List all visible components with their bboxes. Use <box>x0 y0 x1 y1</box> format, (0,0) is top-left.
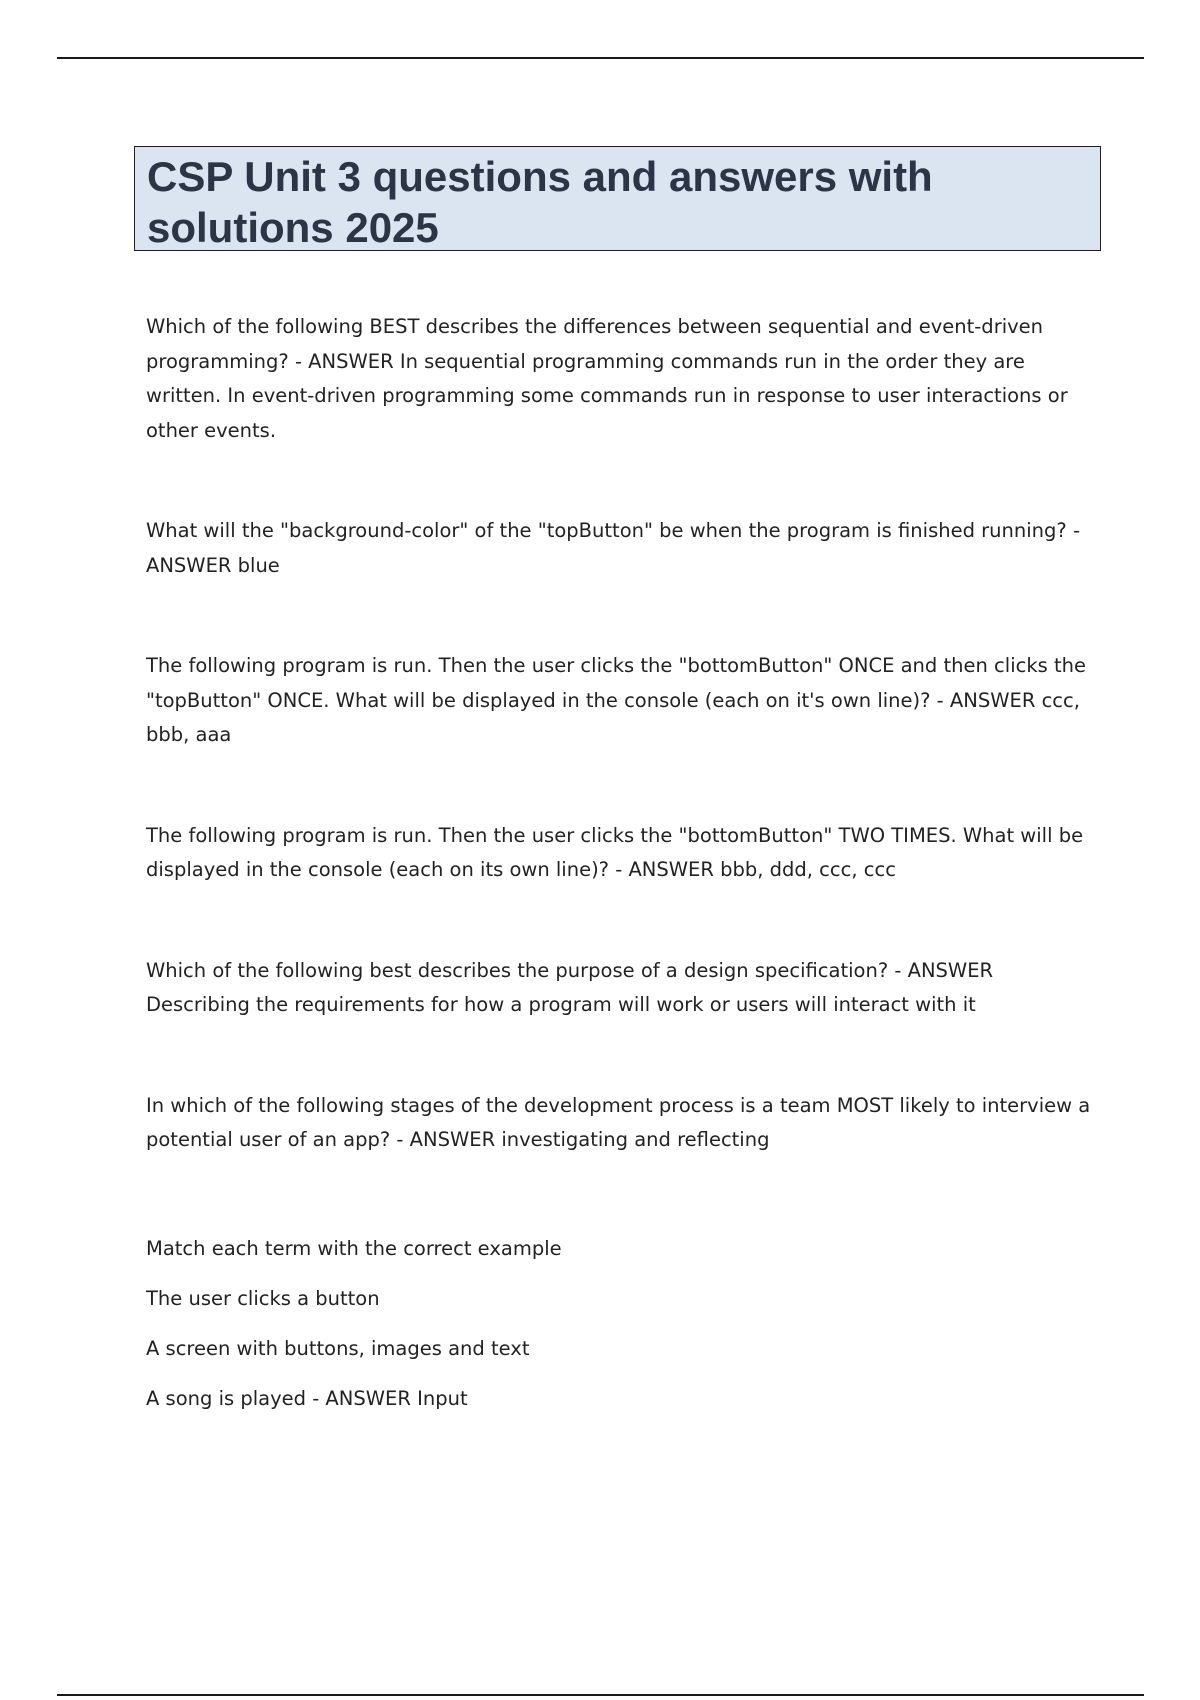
matching-prompt: Match each term with the correct example <box>146 1236 562 1260</box>
document-body <box>146 310 1096 1424</box>
answer-text: ccc, bbb, aaa <box>146 688 1080 746</box>
qa-item <box>146 514 1096 583</box>
qa-text <box>146 310 1096 448</box>
qa-text <box>146 649 1096 753</box>
qa-item <box>146 819 1096 888</box>
qa-text <box>146 1089 1096 1158</box>
answer-text: Input <box>417 1386 468 1410</box>
qa-item <box>146 1089 1096 1158</box>
answer-text: In sequential programming commands run in the order they are written. In event-driven programming some commands run in response to user interactions or other events. <box>146 349 1068 442</box>
matching-last-line: A song is played <box>146 1386 306 1410</box>
answer-text: Describing the requirements for how a program will work or users will interact with it <box>146 993 976 1016</box>
matching-item <box>146 1224 1096 1424</box>
question-text: Which of the following best describes the purpose of a design specification? <box>146 958 889 982</box>
question-text: The following program is run. Then the user clicks the "bottomButton" ONCE and then clicks the "topButton" ONCE. What will be displayed in the console (each on it's own line)? <box>146 654 1086 712</box>
answer-separator: - ANSWER <box>888 958 994 982</box>
answer-separator: - ANSWER <box>609 858 721 881</box>
answer-text: bbb, ddd, ccc, ccc <box>720 858 896 881</box>
qa-text <box>146 819 1096 888</box>
qa-text <box>146 514 1096 583</box>
matching-line: A screen with buttons, images and text <box>146 1336 530 1360</box>
footer-rule <box>57 1694 1144 1696</box>
matching-line <box>146 1374 1096 1424</box>
question-text: The following program is run. Then the user clicks the "bottomButton" TWO TIMES. What will be displayed in the console (each on its own line)? <box>146 823 1084 881</box>
document-title: CSP Unit 3 questions and answers with solutions 2025 <box>147 153 933 251</box>
qa-item <box>146 649 1096 753</box>
answer-text: blue <box>237 553 280 577</box>
header-rule <box>57 57 1144 59</box>
answer-separator: - ANSWER <box>390 1128 502 1151</box>
qa-item <box>146 954 1096 1023</box>
question-text: Which of the following BEST describes the differences between sequential and event-driven programming? <box>146 315 1044 373</box>
answer-text: investigating and reflecting <box>501 1128 770 1151</box>
question-text: In which of the following stages of the development process is a team MOST likely to interview a potential user of an app? <box>146 1093 1091 1151</box>
question-text: What will the "background-color" of the "topButton" be when the program is finished running? <box>146 519 1067 542</box>
answer-separator: - ANSWER <box>288 349 400 373</box>
matching-line: The user clicks a button <box>146 1286 380 1310</box>
answer-separator: - ANSWER <box>306 1386 418 1410</box>
title-box <box>134 146 1101 251</box>
qa-item <box>146 310 1096 448</box>
answer-separator: - ANSWER <box>930 688 1042 712</box>
answer-separator: - ANSWER <box>146 519 1081 577</box>
qa-text <box>146 954 1096 1023</box>
